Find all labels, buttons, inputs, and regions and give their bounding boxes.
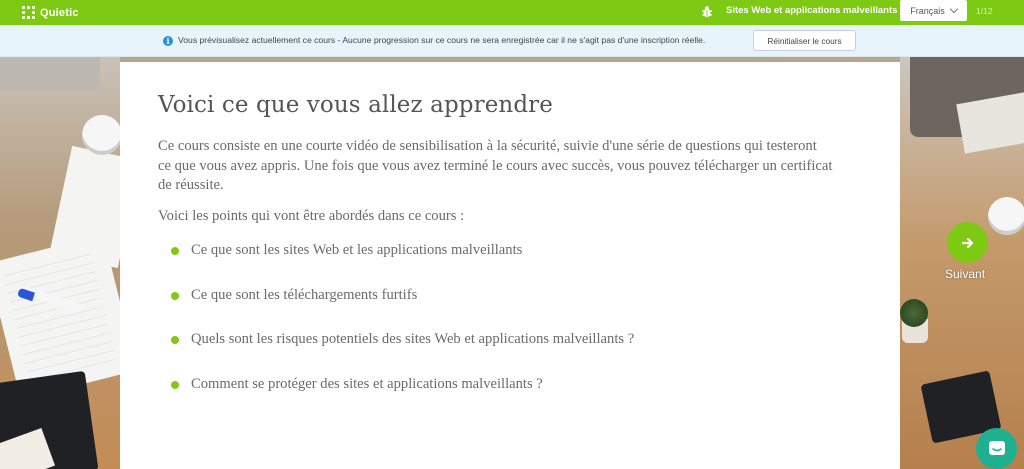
logo[interactable] bbox=[22, 6, 79, 20]
intro-line: de réussite. bbox=[158, 177, 224, 193]
top-bar bbox=[0, 0, 1024, 25]
list-item bbox=[171, 376, 543, 393]
bug-icon bbox=[700, 5, 714, 19]
banner-message: Vous prévisualisez actuellement ce cours - Aucune progression sur ce cours ne sera enregistrée car il ne s'agit pas d'une inscription réelle. bbox=[178, 35, 706, 45]
reset-course-button[interactable]: Réinitialiser le cours bbox=[753, 30, 856, 51]
next-label[interactable]: Suivant bbox=[945, 267, 986, 281]
logo-icon bbox=[22, 6, 36, 20]
list-item bbox=[171, 242, 522, 259]
page-counter: 1/12 bbox=[976, 6, 993, 16]
list-item-text: Quels sont les risques potentiels des sites Web et applications malveillants ? bbox=[191, 331, 635, 347]
bullet-dot-icon bbox=[171, 381, 179, 389]
bullet-dot-icon bbox=[171, 292, 179, 300]
logo-text: Quietic bbox=[40, 6, 79, 19]
preview-banner bbox=[0, 25, 1024, 57]
intro-line: ce que vous avez appris. Une fois que vous avez terminé le cours avec succès, vous pouvez télécharger un certificat bbox=[158, 157, 833, 174]
list-item-text: Ce que sont les téléchargements furtifs bbox=[191, 287, 418, 303]
next-button[interactable] bbox=[947, 222, 988, 263]
list-item bbox=[171, 331, 634, 348]
page-title: Voici ce que vous allez apprendre bbox=[158, 92, 553, 118]
list-item-text: Ce que sont les sites Web et les applications malveillants bbox=[191, 242, 523, 258]
info-icon: i bbox=[163, 36, 173, 46]
chat-icon bbox=[987, 439, 1007, 459]
points-label: Voici les points qui vont être abordés dans ce cours : bbox=[158, 208, 465, 224]
background-image-left bbox=[0, 57, 120, 469]
list-item-text: Comment se protéger des sites et applications malveillants ? bbox=[191, 376, 543, 392]
bullet-dot-icon bbox=[171, 336, 179, 344]
language-select[interactable] bbox=[900, 0, 967, 21]
lesson-card bbox=[120, 62, 900, 469]
chat-button[interactable] bbox=[976, 428, 1017, 469]
chevron-down-icon bbox=[950, 5, 958, 13]
intro-paragraph bbox=[158, 137, 863, 196]
list-item bbox=[171, 287, 417, 304]
bullet-dot-icon bbox=[171, 247, 179, 255]
language-label: Français bbox=[910, 5, 945, 16]
course-title: Sites Web et applications malveillants bbox=[726, 5, 898, 16]
arrow-right-icon bbox=[960, 235, 976, 251]
intro-line: Ce cours consiste en une courte vidéo de sensibilisation à la sécurité, suivie d'une série de questions qui testeront bbox=[158, 138, 817, 154]
background-image-right bbox=[900, 57, 1024, 469]
